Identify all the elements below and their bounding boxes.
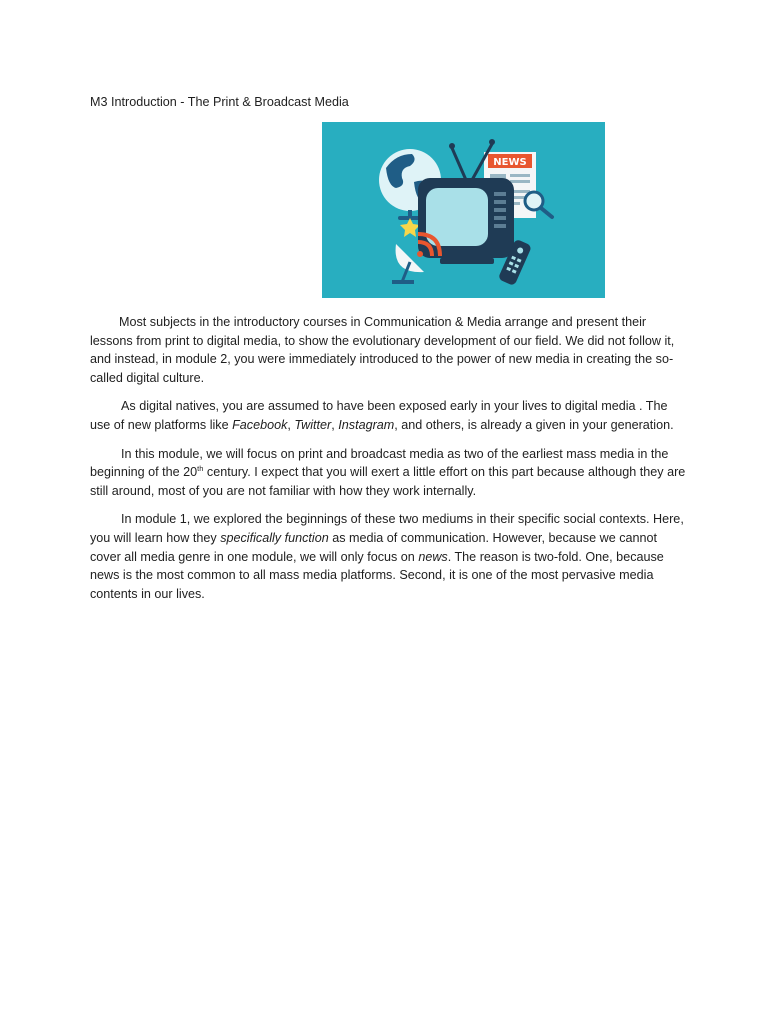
document-body (90, 313, 690, 613)
paragraph-4-text-b: as media of communication. However, because we cannot cover all media genre in one module, we will only focus on (90, 530, 658, 564)
specifically-function-term: specifically function (220, 530, 329, 545)
paragraph-2-sep-a: , (287, 417, 295, 432)
twitter-term: Twitter (294, 417, 332, 432)
paragraph-3-text-a: In this module, we will focus on print and broadcast media as two of the earliest mass media in the beginning of the 20 (90, 446, 669, 480)
media-illustration (322, 122, 605, 298)
paragraph-3 (90, 445, 690, 501)
paragraph-2-sep-b: , (331, 417, 339, 432)
ordinal-superscript: th (197, 464, 204, 474)
paragraph-1-text: Most subjects in the introductory courses in Communication & Media arrange and present their lessons from print to digital media, to show the evolutionary development of our field. We did not follow it, and instead, in module 2, you were immediately introduced to the power of new media in creating the so-called digital culture. (90, 315, 675, 385)
paragraph-2-text-b: , and others, is already a given in your generation. (394, 417, 674, 432)
paragraph-3-text-b: century. I expect that you will exert a little effort on this part because although they are still around, most of you are not familiar with how they work internally. (90, 465, 686, 498)
sparkle-icon (400, 218, 420, 237)
news-term: news (418, 549, 448, 564)
page-title: M3 Introduction - The Print & Broadcast Media (90, 95, 349, 109)
facebook-term: Facebook (232, 417, 288, 432)
instagram-term: Instagram (338, 417, 395, 432)
news-label: NEWS (493, 157, 527, 168)
paragraph-2 (90, 397, 690, 434)
paragraph-4-text-c: . The reason is two-fold. One, because news is the most common to all mass media platforms. Second, it is one of the most pervasive media contents in our lives. (90, 549, 664, 601)
paragraph-1 (90, 313, 690, 387)
paragraph-2-text-a: As digital natives, you are assumed to have been exposed early in your lives to digital media . The use of new platforms like (90, 399, 668, 432)
paragraph-4-text-a: In module 1, we explored the beginnings of these two mediums in their specific social contexts. Here, you will learn how they (90, 512, 684, 545)
paragraph-4 (90, 510, 690, 603)
